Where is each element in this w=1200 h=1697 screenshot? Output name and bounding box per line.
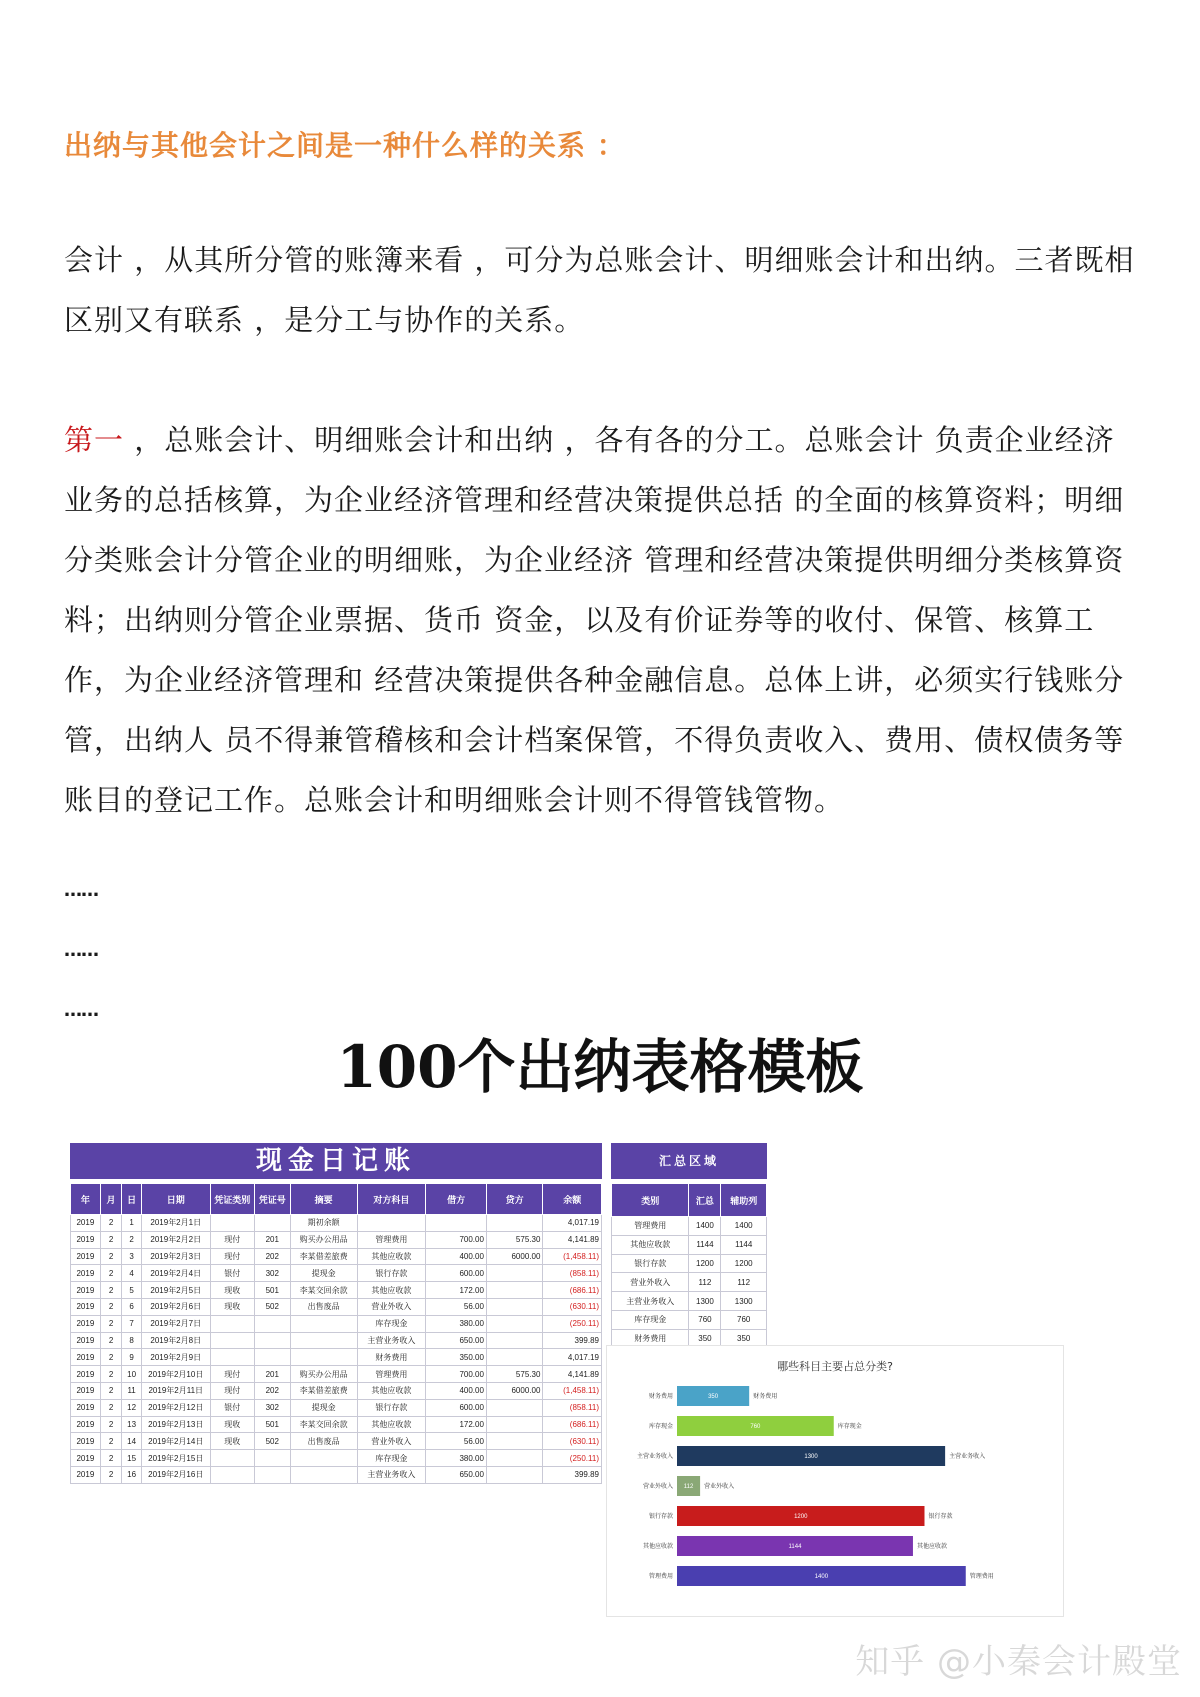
ledger-header-cell: 年 [71,1184,101,1215]
ledger-cell: 现收 [210,1298,254,1315]
ledger-cell: 购买办公用品 [290,1231,357,1248]
ledger-cell: (858.11) [543,1399,602,1416]
ledger-cell: 2019年2月1日 [141,1215,210,1232]
ledger-cell: 380.00 [426,1315,487,1332]
ledger-cell: 2019年2月3日 [141,1248,210,1265]
ledger-cell: 11 [122,1382,142,1399]
ledger-header-cell: 月 [100,1184,122,1215]
bar-end-label: 库存现金 [837,1424,862,1430]
ledger-cell: 银行存款 [357,1399,426,1416]
ledger-cell: 营业外收入 [357,1433,426,1450]
ledger-header-cell: 借方 [426,1184,487,1215]
ledger-cell [210,1215,254,1232]
ledger-cell: 172.00 [426,1416,487,1433]
ledger-cell: 2 [100,1450,122,1467]
ledger-cell: 2019年2月12日 [141,1399,210,1416]
bar-value-label: 350 [708,1394,719,1400]
summary-sheet [611,1143,767,1349]
ledger-cell: 提现金 [290,1399,357,1416]
bar-value-label: 112 [683,1484,694,1490]
ledger-cell: 其他应收款 [357,1382,426,1399]
category-bar-chart [606,1345,1064,1617]
ledger-header-cell: 摘要 [290,1184,357,1215]
ledger-cell: 现付 [210,1248,254,1265]
ledger-cell: 2019 [71,1265,101,1282]
ledger-cell: 提现金 [290,1265,357,1282]
ledger-cell: (630.11) [543,1433,602,1450]
summary-cell: 112 [721,1273,767,1292]
ledger-cell: 9 [122,1349,142,1366]
summary-header-cell: 汇总 [689,1184,721,1217]
ledger-cell: 2019年2月10日 [141,1366,210,1383]
ledger-row [71,1399,602,1416]
ledger-cell: 2 [100,1433,122,1450]
ledger-cell [486,1282,542,1299]
ledger-cell: 2019 [71,1433,101,1450]
ledger-cell: 5 [122,1282,142,1299]
bar-value-label: 1400 [814,1574,829,1580]
paragraph-intro: 会计 ，从其所分管的账簿来看 ，可分为总账会计、明细账会计和出纳。三者既相区别又有联系 ，是分工与协作的关系。 [64,243,1135,337]
ledger-cell: 12 [122,1399,142,1416]
ledger-cell: 2 [100,1282,122,1299]
ledger-row [71,1248,602,1265]
summary-cell: 主营业务收入 [612,1292,689,1311]
ledger-cell: 管理费用 [357,1366,426,1383]
ledger-cell: 2019年2月15日 [141,1450,210,1467]
ledger-cell: 201 [254,1231,290,1248]
ledger-cell [486,1416,542,1433]
ledger-cell: 2019年2月2日 [141,1231,210,1248]
ledger-cell: 201 [254,1366,290,1383]
ledger-cell [290,1332,357,1349]
summary-cell: 350 [689,1329,721,1348]
ledger-cell: 2019 [71,1315,101,1332]
first-point-body: ，总账会计、明细账会计和出纳 ，各有各的分工。总账会计 负责企业经济业务的总括核算，为企业经济管理和经营决策提供总括 的全面的核算资料；明细分类账会计分管企业的明细账，为企业经济 管理和经营决策提供明细分类核算资料；出纳则分管企业票据、货币 资金，以及有价证券等的收付、保管、核算工作，为企业经济管理和 经营决策提供各种金融信息。总体上讲，必须实行钱账分管，出纳人 员不得兼管稽核和会计档案保管，不得负责收入、费用、债权债务等账目的登记工作。总账会计和明细账会计则不得管钱管物。 [64,423,1125,817]
templates-title: 100个出纳表格模板 [336,1033,864,1101]
ledger-cell [290,1466,357,1483]
ledger-cell: 出售废品 [290,1433,357,1450]
ledger-cell [486,1349,542,1366]
summary-row [612,1217,767,1236]
summary-cell: 1300 [721,1292,767,1311]
bar-end-label: 其他应收款 [916,1544,947,1550]
ledger-cell: 其他应收款 [357,1282,426,1299]
ledger-header-cell: 余额 [543,1184,602,1215]
bar-category-label: 库存现金 [648,1424,673,1430]
ledger-header-cell: 凭证类别 [210,1184,254,1215]
ledger-cell: (250.11) [543,1450,602,1467]
ledger-cell: 7 [122,1315,142,1332]
ledger-cell: 650.00 [426,1332,487,1349]
ledger-cell: 56.00 [426,1433,487,1450]
first-point-label: 第一 [64,423,125,457]
ledger-cell: (686.11) [543,1416,602,1433]
summary-cell: 管理费用 [612,1217,689,1236]
chart-title: 哪些科目主要占总分类? [777,1360,893,1373]
ledger-cell: 6000.00 [486,1248,542,1265]
bar-value-label: 760 [750,1424,761,1430]
ledger-cell: 399.89 [543,1332,602,1349]
ledger-cell [486,1466,542,1483]
ledger-row [71,1298,602,1315]
ledger-cell: 2 [100,1315,122,1332]
ledger-cell: 出售废品 [290,1298,357,1315]
ledger-cell: 2019 [71,1332,101,1349]
bar-value-label: 1300 [804,1454,818,1460]
ledger-cell: 2019 [71,1215,101,1232]
bar-category-label: 其他应收款 [642,1544,673,1550]
ledger-cell: 400.00 [426,1248,487,1265]
ellipsis-3: …… [64,1000,98,1021]
ledger-cell: (686.11) [543,1282,602,1299]
summary-cell: 1400 [721,1217,767,1236]
ledger-row [71,1433,602,1450]
summary-cell: 1300 [689,1292,721,1311]
ledger-cell: 502 [254,1433,290,1450]
ledger-cell: 其他应收款 [357,1248,426,1265]
ledger-cell: 14 [122,1433,142,1450]
ledger-cell: 8 [122,1332,142,1349]
ledger-cell: 600.00 [426,1265,487,1282]
ledger-cell: 3 [122,1248,142,1265]
ledger-cell: 财务费用 [357,1349,426,1366]
ledger-cell: 银付 [210,1399,254,1416]
cash-journal-table [70,1183,602,1484]
ledger-header-cell: 日期 [141,1184,210,1215]
cash-journal-title: 现金日记账 [70,1143,602,1179]
ledger-row [71,1231,602,1248]
bar-value-label: 1200 [794,1514,808,1520]
summary-cell: 1200 [689,1254,721,1273]
ledger-cell [290,1450,357,1467]
ledger-header-cell: 日 [122,1184,142,1215]
summary-cell: 350 [721,1329,767,1348]
ledger-cell: (630.11) [543,1298,602,1315]
ledger-cell: 2 [100,1332,122,1349]
ledger-cell: 2 [100,1231,122,1248]
bar-end-label: 银行存款 [928,1514,953,1520]
ledger-cell [254,1450,290,1467]
summary-cell: 1144 [689,1235,721,1254]
bar-category-label: 营业外收入 [642,1484,673,1490]
ledger-cell [486,1298,542,1315]
ledger-cell: 2019年2月6日 [141,1298,210,1315]
ledger-cell: 库存现金 [357,1315,426,1332]
summary-cell: 112 [689,1273,721,1292]
ledger-cell [486,1399,542,1416]
ledger-cell: 2019 [71,1382,101,1399]
ledger-cell [486,1332,542,1349]
ledger-cell: 2 [100,1366,122,1383]
ledger-cell: 现付 [210,1382,254,1399]
ledger-cell: 400.00 [426,1382,487,1399]
ledger-cell: 主营业务收入 [357,1332,426,1349]
bar-category-label: 管理费用 [648,1574,673,1580]
summary-cell: 营业外收入 [612,1273,689,1292]
ledger-cell: 营业外收入 [357,1298,426,1315]
ledger-cell: 现付 [210,1366,254,1383]
ledger-cell: 16 [122,1466,142,1483]
ledger-cell: (858.11) [543,1265,602,1282]
watermark: 知乎 @小秦会计殿堂 [855,1642,1182,1682]
ledger-cell: 56.00 [426,1298,487,1315]
ledger-cell: 银付 [210,1265,254,1282]
ledger-row [71,1416,602,1433]
ledger-row [71,1265,602,1282]
ledger-cell [486,1433,542,1450]
summary-row [612,1254,767,1273]
bar-end-label: 财务费用 [753,1394,778,1400]
bar-end-label: 主营业务收入 [949,1454,986,1460]
ledger-cell: 2 [100,1399,122,1416]
ledger-cell: 2019年2月11日 [141,1382,210,1399]
ledger-cell: 4 [122,1265,142,1282]
ledger-cell: 600.00 [426,1399,487,1416]
ledger-cell [210,1315,254,1332]
ledger-cell: 现收 [210,1282,254,1299]
cash-journal-sheet [70,1143,602,1484]
section-heading: 出纳与其他会计之间是一种什么样的关系 ： [64,129,626,162]
ledger-row [71,1366,602,1383]
ledger-cell: 172.00 [426,1282,487,1299]
ledger-cell: 380.00 [426,1450,487,1467]
ledger-cell: 现付 [210,1231,254,1248]
ledger-cell: 2019 [71,1450,101,1467]
ledger-cell: 2019 [71,1366,101,1383]
ledger-cell: 650.00 [426,1466,487,1483]
ledger-cell [486,1215,542,1232]
ledger-cell: 银行存款 [357,1265,426,1282]
ledger-cell: 10 [122,1366,142,1383]
ledger-header-cell: 贷方 [486,1184,542,1215]
ledger-cell: 2019年2月7日 [141,1315,210,1332]
ledger-cell: 2 [100,1416,122,1433]
ledger-row [71,1215,602,1232]
ledger-cell: 2 [100,1248,122,1265]
ledger-cell: 302 [254,1399,290,1416]
ledger-cell [486,1315,542,1332]
ledger-cell: 2019 [71,1416,101,1433]
ledger-cell: 李某借差旅费 [290,1382,357,1399]
ledger-cell [254,1332,290,1349]
ledger-cell: 李某交回余款 [290,1416,357,1433]
bar-value-label: 1144 [788,1544,802,1550]
ledger-cell: 6 [122,1298,142,1315]
ledger-cell: 399.89 [543,1466,602,1483]
paragraph-first-point [64,410,1144,830]
bar-category-label: 财务费用 [648,1394,673,1400]
ledger-row [71,1282,602,1299]
summary-cell: 1400 [689,1217,721,1236]
ledger-cell: 15 [122,1450,142,1467]
bar-category-label: 银行存款 [648,1514,673,1520]
ledger-cell: 现收 [210,1433,254,1450]
ledger-cell: 4,017.19 [543,1215,602,1232]
ledger-cell [486,1265,542,1282]
summary-cell: 其他应收款 [612,1235,689,1254]
ledger-cell: 2019年2月8日 [141,1332,210,1349]
ledger-cell: 2019 [71,1466,101,1483]
ledger-cell: 2019 [71,1298,101,1315]
ledger-cell: 2 [100,1215,122,1232]
ledger-cell: 6000.00 [486,1382,542,1399]
ellipsis-1: …… [64,880,98,901]
summary-row [612,1292,767,1311]
ellipsis-2: …… [64,940,98,961]
ledger-row [71,1450,602,1467]
ledger-row [71,1382,602,1399]
chart-canvas [607,1346,1063,1616]
summary-header-cell: 类别 [612,1184,689,1217]
ledger-cell: 575.30 [486,1366,542,1383]
ledger-cell: (250.11) [543,1315,602,1332]
ledger-cell: 2019年2月9日 [141,1349,210,1366]
ledger-cell [486,1450,542,1467]
summary-cell: 库存现金 [612,1310,689,1329]
ledger-cell: 501 [254,1416,290,1433]
summary-header-cell: 辅助列 [721,1184,767,1217]
ledger-cell: 其他应收款 [357,1416,426,1433]
bar-end-label: 营业外收入 [704,1484,735,1490]
ledger-header-cell: 凭证号 [254,1184,290,1215]
ledger-cell: 2 [100,1349,122,1366]
ledger-cell: 购买办公用品 [290,1366,357,1383]
ledger-cell: 2019 [71,1399,101,1416]
ledger-cell [254,1315,290,1332]
ledger-cell: 主营业务收入 [357,1466,426,1483]
ledger-cell: 2 [100,1298,122,1315]
ledger-cell: 2019年2月5日 [141,1282,210,1299]
ledger-cell [254,1466,290,1483]
ledger-row [71,1332,602,1349]
ledger-cell: 2019年2月4日 [141,1265,210,1282]
summary-cell: 1144 [721,1235,767,1254]
ledger-cell: 2019年2月16日 [141,1466,210,1483]
ledger-cell: 李某交回余款 [290,1282,357,1299]
summary-cell: 财务费用 [612,1329,689,1348]
ledger-cell: 202 [254,1382,290,1399]
summary-row [612,1235,767,1254]
ledger-cell: 202 [254,1248,290,1265]
ledger-cell: 2019年2月13日 [141,1416,210,1433]
ledger-cell: 501 [254,1282,290,1299]
ledger-cell: 管理费用 [357,1231,426,1248]
ledger-cell: 2019 [71,1282,101,1299]
ledger-cell: 302 [254,1265,290,1282]
ledger-cell: 1 [122,1215,142,1232]
ledger-cell: 2019 [71,1248,101,1265]
ledger-cell: 2 [100,1265,122,1282]
ledger-header-cell: 对方科目 [357,1184,426,1215]
ledger-cell: 13 [122,1416,142,1433]
bar-category-label: 主营业务收入 [636,1454,673,1460]
summary-cell: 1200 [721,1254,767,1273]
summary-cell: 760 [721,1310,767,1329]
ledger-cell [210,1332,254,1349]
ledger-cell: 2 [122,1231,142,1248]
summary-row [612,1310,767,1329]
summary-title: 汇总区域 [611,1143,767,1179]
ledger-cell [210,1466,254,1483]
ledger-cell: 4,141.89 [543,1366,602,1383]
ledger-cell: 期初余额 [290,1215,357,1232]
ledger-cell [254,1349,290,1366]
ledger-cell: 700.00 [426,1366,487,1383]
ledger-cell: (1,458.11) [543,1382,602,1399]
ledger-row [71,1466,602,1483]
ledger-cell [290,1349,357,1366]
ledger-cell: 2019 [71,1349,101,1366]
ledger-cell: 700.00 [426,1231,487,1248]
ledger-cell: 575.30 [486,1231,542,1248]
summary-row [612,1273,767,1292]
ledger-cell [426,1215,487,1232]
ledger-cell: (1,458.11) [543,1248,602,1265]
ledger-cell [290,1315,357,1332]
ledger-row [71,1349,602,1366]
summary-table [611,1183,767,1349]
ledger-cell: 502 [254,1298,290,1315]
ledger-cell [254,1215,290,1232]
ledger-row [71,1315,602,1332]
bar-end-label: 管理费用 [969,1574,994,1580]
ledger-cell: 4,017.19 [543,1349,602,1366]
ledger-cell: 库存现金 [357,1450,426,1467]
ledger-cell [210,1349,254,1366]
ledger-cell: 4,141.89 [543,1231,602,1248]
ledger-cell: 现收 [210,1416,254,1433]
ledger-cell: 2 [100,1466,122,1483]
ledger-cell: 2 [100,1382,122,1399]
ledger-cell: 李某借差旅费 [290,1248,357,1265]
ledger-cell: 350.00 [426,1349,487,1366]
summary-cell: 760 [689,1310,721,1329]
summary-cell: 银行存款 [612,1254,689,1273]
ledger-cell [357,1215,426,1232]
ledger-cell: 2019年2月14日 [141,1433,210,1450]
ledger-cell [210,1450,254,1467]
ledger-cell: 2019 [71,1231,101,1248]
